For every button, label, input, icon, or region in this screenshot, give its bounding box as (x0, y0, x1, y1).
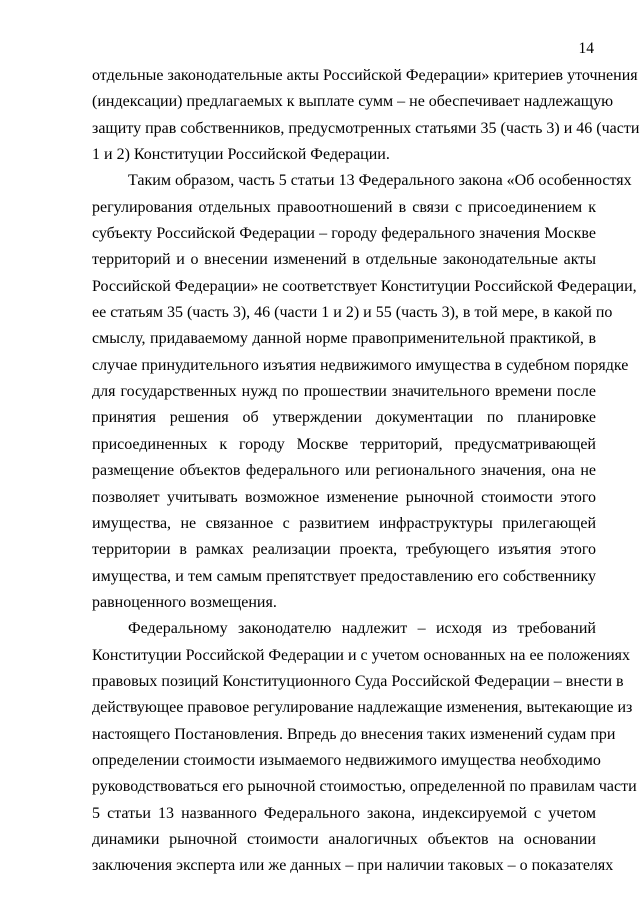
text-line: Таким образом, часть 5 статьи 13 Федерального закона «Об особенностях (128, 172, 632, 190)
paragraph (92, 168, 637, 616)
text-line: заключения эксперта или же данных – при наличии таковых – о показателях (92, 857, 614, 875)
text-line: размещение объектов федерального или регионального значения, она не (92, 462, 596, 480)
text-line: территорий и о внесении изменений в отдельные законодательные акты (92, 251, 596, 269)
document-body (92, 63, 640, 880)
text-line: присоединенных к городу Москве территорий, предусматривающей (92, 435, 596, 453)
text-line: имущества, не связанное с развитием инфраструктуры прилегающей (92, 514, 596, 532)
text-line: 1 и 2) Конституции Российской Федерации. (92, 146, 390, 164)
text-line: защиту прав собственников, предусмотренных статьями 35 (часть 3) и 46 (части (92, 119, 640, 137)
text-line: отдельные законодательные акты Российской Федерации» критериев уточнения (92, 67, 638, 84)
text-line: определении стоимости изымаемого недвижимого имущества необходимо (92, 751, 601, 769)
text-line: ее статьям 35 (часть 3), 46 (части 1 и 2) и 55 (часть 3), в той мере, в какой по (92, 304, 613, 322)
text-line: 5 статьи 13 названного Федерального закона, индексируемой с учетом (92, 804, 596, 822)
text-line: руководствоваться его рыночной стоимостью, определенной по правилам части (92, 778, 637, 796)
text-line: динамики рыночной стоимости аналогичных объектов на основании (92, 830, 596, 848)
text-line: Федеральному законодателю надлежит – исходя из требований (128, 620, 596, 638)
text-line: действующее правовое регулирование надлежащие изменения, вытекающие из (92, 699, 633, 717)
text-line: случае принудительного изъятия недвижимого имущества в судебном порядке (92, 356, 629, 374)
text-line: территории в рамках реализации проекта, требующего изъятия этого (92, 541, 596, 559)
text-line: равноценного возмещения. (92, 593, 277, 611)
paragraph (92, 63, 640, 168)
text-line: (индексации) предлагаемых к выплате сумм – не обеспечивает надлежащую (92, 93, 614, 111)
page-number: 14 (578, 40, 594, 57)
text-line: правовых позиций Конституционного Суда Российской Федерации – внести в (92, 672, 624, 690)
text-line: субъекту Российской Федерации – городу федерального значения Москве (92, 225, 596, 243)
text-line: имущества, и тем самым препятствует предоставлению его собственнику (92, 567, 596, 585)
text-line: позволяет учитывать возможное изменение рыночной стоимости этого (92, 488, 596, 506)
text-line: смыслу, придаваемому данной норме правоприменительной практикой, в (92, 330, 596, 348)
text-line: Российской Федерации» не соответствует Конституции Российской Федерации, (92, 277, 637, 295)
paragraph (92, 616, 637, 879)
text-line: Конституции Российской Федерации и с учетом основанных на ее положениях (92, 646, 631, 664)
text-line: для государственных нужд по прошествии значительного времени после (92, 383, 596, 401)
text-line: регулирования отдельных правоотношений в связи с присоединением к (92, 198, 596, 216)
text-line: принятия решения об утверждении документации по планировке (92, 409, 596, 427)
text-line: настоящего Постановления. Впредь до внесения таких изменений судам при (92, 725, 616, 743)
